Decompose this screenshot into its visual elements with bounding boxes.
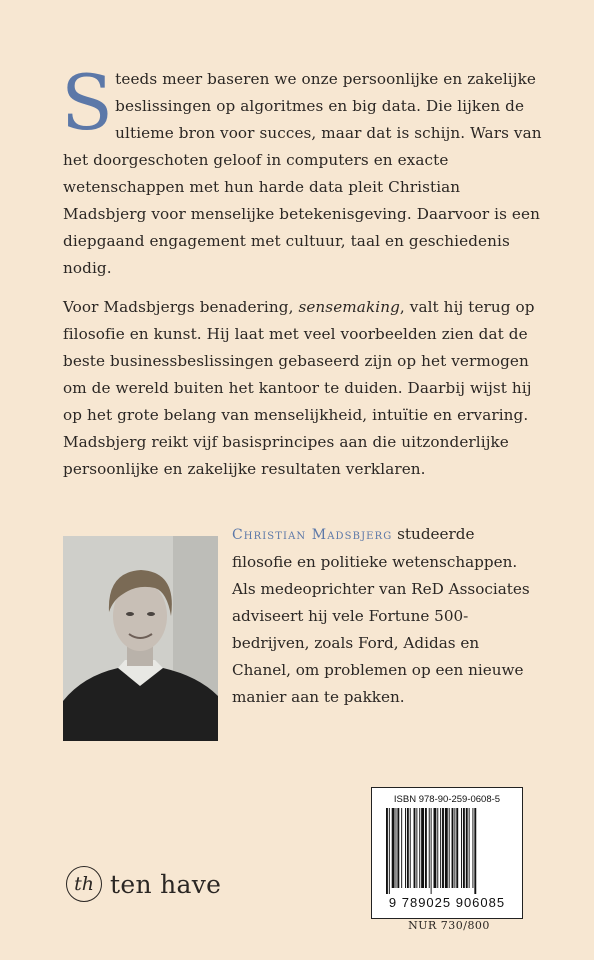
barcode-box <box>371 787 523 919</box>
publisher-logo <box>66 864 221 904</box>
barcode-bar <box>425 808 427 888</box>
barcode-bar <box>429 808 430 888</box>
barcode-bar <box>386 808 388 894</box>
barcode-bar <box>405 808 406 888</box>
barcode-bar <box>454 808 455 888</box>
barcode-bar <box>414 808 416 888</box>
barcode-bars <box>386 808 508 894</box>
isbn-label: ISBN 978-90-259-0608-5 <box>393 794 501 805</box>
author-bio <box>232 521 532 711</box>
barcode-bar <box>396 808 397 888</box>
barcode-bar <box>456 808 458 888</box>
intro-text: teeds meer baseren we onze persoonlijke en zakelijke beslissingen op algoritmes en big data. Die lijken de ultieme bron voor succes, maar dat is schijn. Wars van het doorgeschoten geloof in computers en exacte wetenschappen met hun harde data pleit Christian Madsbjerg voor menselijke betekenisgeving. Daarvoor is een diepgaand engagement met cultuur, taal en geschiedenis nodig. <box>63 70 542 277</box>
barcode-bar <box>392 808 395 888</box>
barcode-bar <box>449 808 450 888</box>
approach-term: sensemaking <box>298 298 400 316</box>
barcode-bar <box>407 808 409 888</box>
barcode-bar <box>421 808 424 888</box>
barcode-bar <box>474 808 476 894</box>
barcode-bar <box>469 808 470 888</box>
barcode-bar <box>401 808 402 888</box>
publisher-name: ten have <box>110 869 222 899</box>
approach-paragraph <box>63 294 543 483</box>
barcode-bar <box>437 808 438 888</box>
barcode-bar <box>431 808 432 894</box>
barcode-bar <box>440 808 441 888</box>
barcode-bar <box>452 808 454 888</box>
barcode-bar <box>445 808 448 888</box>
barcode-bar <box>410 808 411 888</box>
barcode-bar <box>416 808 417 888</box>
isbn-digits: 9 789025 906085 <box>388 895 506 910</box>
barcode-bar <box>472 808 473 888</box>
barcode-bar <box>434 808 437 888</box>
author-photo <box>63 536 218 741</box>
barcode-bar <box>461 808 462 888</box>
author-bio-text: studeerde filosofie en politieke wetenschappen. Als medeoprichter van ReD Associates adviseert hij vele Fortune 500-bedrijven, zoals Ford, Adidas en Chanel, om problemen op een nieuwe manier aan te pakken. <box>232 525 530 706</box>
publisher-mark: th <box>66 866 102 902</box>
intro-paragraph <box>61 58 543 282</box>
author-name: Christian Madsbjerg <box>232 527 393 543</box>
approach-text-before: Voor Madsbjergs benadering, <box>63 298 299 316</box>
barcode-bar <box>419 808 420 888</box>
drop-cap: S <box>61 58 114 147</box>
barcode-bar <box>389 808 390 894</box>
barcode-bar <box>442 808 444 888</box>
nur-code: NUR 730/800 <box>408 919 490 932</box>
barcode-bar <box>463 808 465 888</box>
barcode-bar <box>466 808 468 888</box>
approach-text-after: , valt hij terug op filosofie en kunst. Hij laat met veel voorbeelden zien dat de beste businessbeslissingen gebaseerd zijn op het vermogen om de wereld buiten het kantoor te duiden. Daarbij wijst hij op het grote belang van menselijkheid, intuïtie en ervaring. Madsbjerg reikt vijf basisprincipes aan die uitzonderlijke persoonlijke en zakelijke resultaten verklaren. <box>63 298 535 478</box>
barcode-bar <box>397 808 399 888</box>
